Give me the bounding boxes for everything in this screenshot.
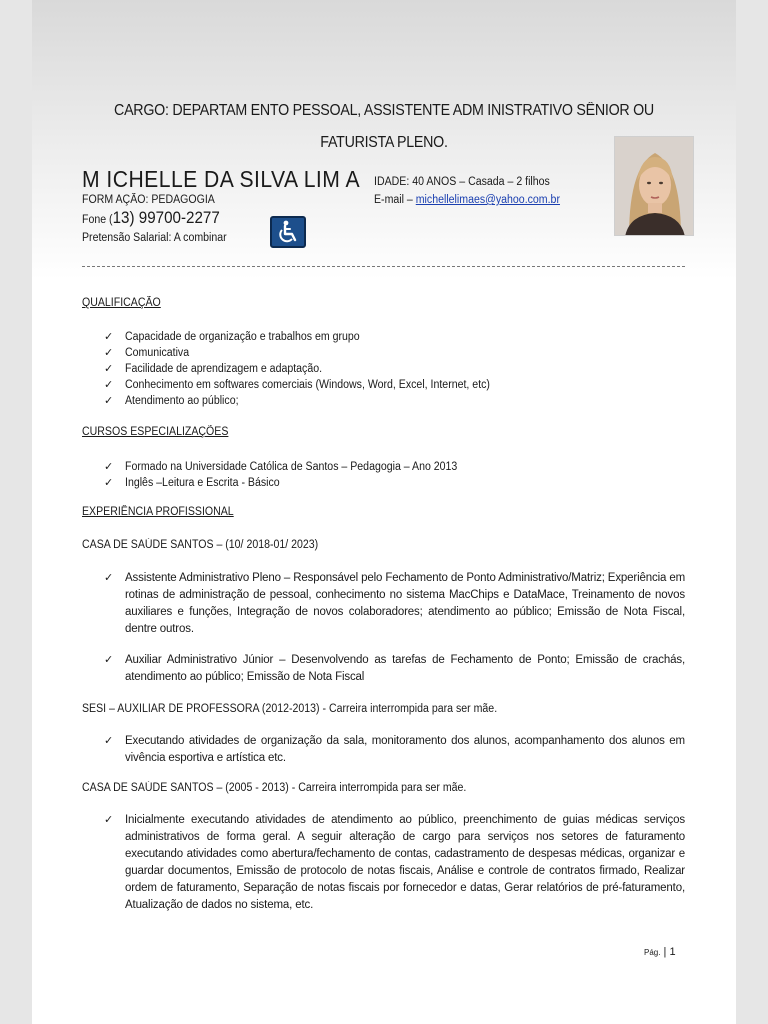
phone-number: 13) 99700-2277 <box>112 209 220 227</box>
job-1-title: CASA DE SAÚDE SANTOS – (10/ 2018-01/ 2023) <box>82 539 319 551</box>
check-icon: ✓ <box>104 395 114 407</box>
job-1-item-2: ✓ Auxiliar Administrativo Júnior – Desenvolvendo as tarefas de Fechamento de Ponto; Emissão de crachás, atendimento ao público; Emissão de Nota Fiscal <box>104 654 685 683</box>
list-item: ✓ Capacidade de organização e trabalhos em grupo <box>104 331 360 343</box>
list-item: ✓ Comunicativa <box>104 347 190 359</box>
job-1-item-1: ✓ Assistente Administrativo Pleno – Responsável pelo Fechamento de Ponto Administrativo/Matriz; Experiência em rotinas de administração de pessoal, conhecimento no sistema MacChips e DataMace, Treinamento de novos auxiliares e funções, Integração de novos colaboradores; atendimento ao público; Emissão de Nota Fiscal, dentre outros. <box>104 572 685 635</box>
job-3-item-1: ✓ Inicialmente executando atividades de atendimento ao público, preenchimento de guias médicas serviços administrativos de forma geral. A seguir alteração de cargo para serviços nos setores de faturamento executando atividades como abertura/fechamento de contas, cadastramento de despesas médicas, organizar e guardar documentos, Emissão de protocolo de notas fiscais, Análise e controle de contratos firmado, Realizar ordem de faturamento, Separação de notas fiscais por fornecedor e datas, Gerar relatórios de pré-faturamento, Atualização de dados no sistema, etc. <box>104 814 685 911</box>
check-icon: ✓ <box>104 331 114 343</box>
page-number: 1 <box>669 946 676 958</box>
check-icon: ✓ <box>104 735 114 747</box>
profile-photo <box>614 136 694 236</box>
education-line: FORM AÇÃO: PEDAGOGIA <box>82 194 215 206</box>
check-icon: ✓ <box>104 461 114 473</box>
page-footer <box>644 946 676 958</box>
check-icon: ✓ <box>104 363 114 375</box>
job-target-line-1: CARGO: DEPARTAM ENTO PESSOAL, ASSISTENTE ADM INISTRATIVO SÊNIOR OU <box>114 102 654 119</box>
qualifications-list <box>104 329 522 409</box>
email-link[interactable]: michellelimaes@yahoo.com.br <box>415 194 560 206</box>
resume-page <box>32 0 736 1024</box>
qualifications-heading: QUALIFICAÇÃO <box>82 297 161 309</box>
email-label: E-mail – <box>374 194 416 206</box>
list-item: ✓ Conhecimento em softwares comerciais (Windows, Word, Excel, Internet, etc) <box>104 379 490 391</box>
experience-heading: EXPERIÊNCIA PROFISSIONAL <box>82 506 234 518</box>
header-divider <box>82 266 685 267</box>
phone-prefix: Fone ( <box>82 214 113 226</box>
salary-expectation: Pretensão Salarial: A combinar <box>82 232 227 244</box>
courses-heading: CURSOS ESPECIALIZAÇÕES <box>82 426 229 438</box>
email-line <box>374 194 560 206</box>
job-2-title: SESI – AUXILIAR DE PROFESSORA (2012-2013) - Carreira interrompida para ser mãe. <box>82 703 498 715</box>
check-icon: ✓ <box>104 814 114 826</box>
page-separator: | <box>660 946 670 958</box>
age-status-line: IDADE: 40 ANOS – Casada – 2 filhos <box>374 176 550 188</box>
candidate-name: M ICHELLE DA SILVA LIM A <box>82 166 361 192</box>
wheelchair-icon <box>270 216 306 248</box>
check-icon: ✓ <box>104 379 114 391</box>
check-icon: ✓ <box>104 477 114 489</box>
list-item: ✓ Formado na Universidade Católica de Santos – Pedagogia – Ano 2013 <box>104 461 458 473</box>
list-item: ✓ Facilidade de aprendizagem e adaptação. <box>104 363 323 375</box>
check-icon: ✓ <box>104 654 114 666</box>
job-3-title: CASA DE SAÚDE SANTOS – (2005 - 2013) - Carreira interrompida para ser mãe. <box>82 782 467 794</box>
list-item: ✓ Atendimento ao público; <box>104 395 239 407</box>
phone-line <box>82 209 220 228</box>
list-item: ✓ Inglês –Leitura e Escrita - Básico <box>104 477 280 489</box>
courses-list <box>104 459 486 491</box>
page-label: Pág. <box>644 948 661 957</box>
check-icon: ✓ <box>104 347 114 359</box>
check-icon: ✓ <box>104 572 114 584</box>
job-target-line-2: FATURISTA PLENO. <box>320 134 448 151</box>
job-2-item-1: ✓ Executando atividades de organização da sala, monitoramento dos alunos, acompanhamento dos alunos em vivência esportiva e artística etc. <box>104 735 685 764</box>
